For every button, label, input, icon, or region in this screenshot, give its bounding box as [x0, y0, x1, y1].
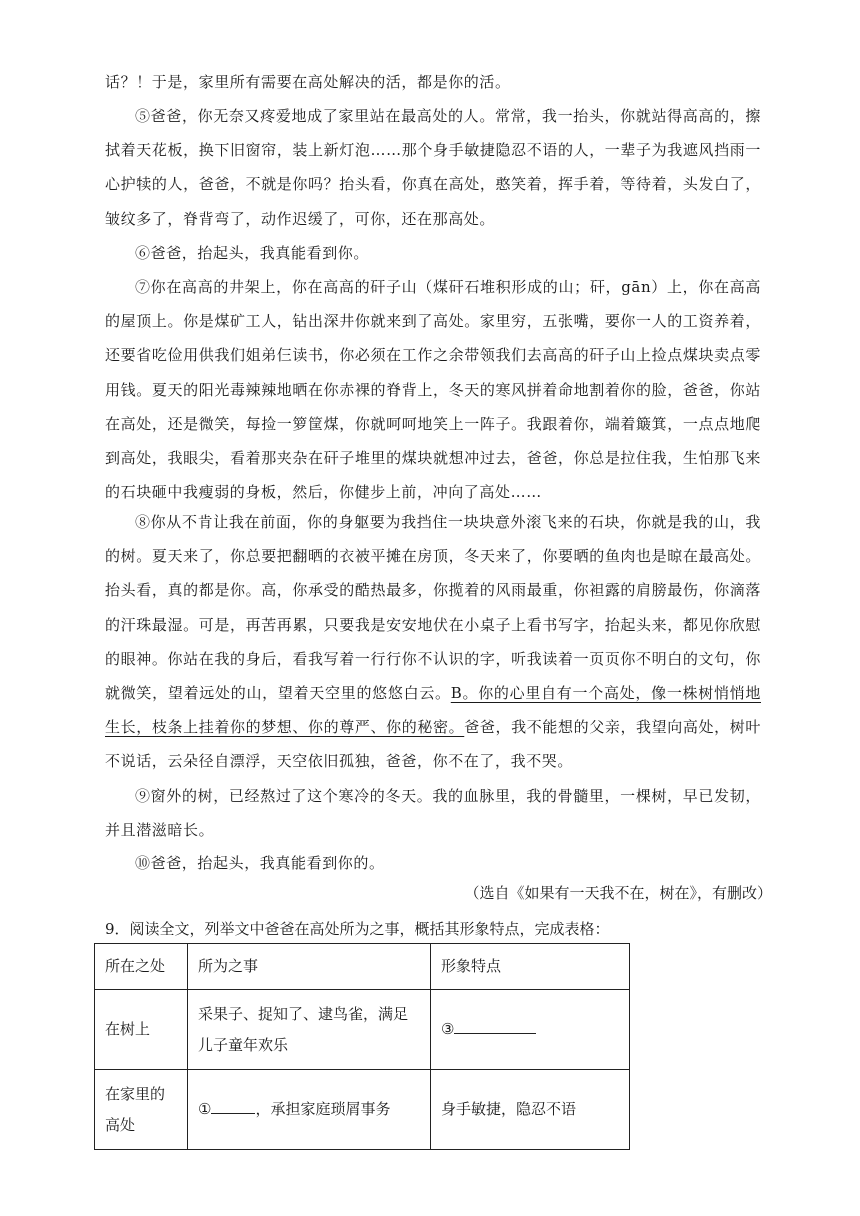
- paragraph-10: ⑩爸爸，抬起头，我真能看到你的。: [135, 854, 385, 872]
- blank-marker-1: ①: [198, 1100, 212, 1118]
- underlined-sentence-b: B。你的心里自有一个高处，像一株树悄悄地生长，枝条上挂着你的梦想、你的尊严、你的秘密。: [105, 684, 761, 737]
- header-location: 所在之处: [95, 944, 188, 990]
- table-header-row: [95, 944, 630, 990]
- cell-place: 在家里的高处: [95, 1070, 188, 1150]
- table-row: [95, 1070, 630, 1150]
- cell-deed-blank: [188, 1070, 431, 1150]
- paragraph-8-text: ⑧你从不肯让我在前面，你的身躯要为我挡住一块块意外滚飞来的石块，你就是我的山，我的树。夏天来了，你总要把翻晒的衣被平摊在房顶，冬天来了，你要晒的鱼肉也是晾在最高处。抬头看，真的都是你。高，你承受的酷热最多，你揽着的风雨最重，你袒露的肩膀最伤，你滴落的汗珠最湿。可是，再苦再累，只要我是安安地伏在小桌子上看书写字，抬起头来，都见你欣慰的眼神。你站在我的身后，看我写着一行行你不认识的字，听我读着一页页你不明白的文句，你就微笑，望着远处的山，望着天空里的悠悠白云。: [105, 513, 761, 703]
- answer-table: [94, 943, 630, 1150]
- cell-trait-blank: [431, 990, 630, 1070]
- blank-marker-3: ③: [441, 1020, 455, 1038]
- cell-deed: 采果子、捉知了、逮鸟雀，满足儿子童年欢乐: [188, 990, 431, 1070]
- question-9: 9．阅读全文，列举文中爸爸在高处所为之事，概括其形象特点，完成表格：: [105, 920, 610, 938]
- cell-deed-rest: ，承担家庭琐屑事务: [255, 1100, 391, 1118]
- paragraph-8: [105, 505, 761, 779]
- header-deeds: 所为之事: [188, 944, 431, 990]
- paragraph-5: ⑤爸爸，你无奈又疼爱地成了家里站在最高处的人。常常，我一抬头，你就站得高高的，擦拭着天花板，换下旧窗帘，装上新灯泡……那个身手敏捷隐忍不语的人，一辈子为我遮风挡雨一心护犊的人，爸爸，不就是你吗？抬头看，你真在高处，憨笑着，挥手着，等待着，头发白了，皱纹多了，脊背弯了，动作迟缓了，可你，还在那高处。: [105, 107, 761, 228]
- paragraph-6: ⑥爸爸，抬起头，我真能看到你。: [135, 244, 370, 262]
- paragraph-8-ending: 爸爸，我不能想的父亲，我望向高处，树叶不说话，云朵径自漂浮，天空依旧孤独，爸爸，你不在了，我不哭。: [105, 718, 761, 771]
- table-row: [95, 990, 630, 1070]
- source-citation: （选自《如果有一天我不在，树在》，有删改）: [464, 884, 772, 902]
- answer-blank-1[interactable]: [211, 1097, 255, 1114]
- paragraph-continuation: 话？！于是，家里所有需要在高处解决的活，都是你的活。: [105, 73, 511, 91]
- answer-blank-3[interactable]: [454, 1017, 536, 1034]
- paragraph-9: ⑨窗外的树，已经熬过了这个寒冷的冬天。我的血脉里，我的骨髓里，一棵树，早已发韧，并且潜滋暗长。: [105, 787, 761, 840]
- header-traits: 形象特点: [431, 944, 630, 990]
- cell-place: 在树上: [95, 990, 188, 1070]
- paragraph-7: ⑦你在高高的井架上，你在高高的矸子山（煤矸石堆积形成的山；矸，gān）上，你在高高的屋顶上。你是煤矿工人，钻出深井你就来到了高处。家里穷，五张嘴，要你一人的工资养着，还要省吃俭用供我们姐弟仨读书，你必须在工作之余带领我们去高高的矸子山上捡点煤块卖点零用钱。夏天的阳光毒辣辣地晒在你赤裸的脊背上，冬天的寒风拼着命地割着你的脸，爸爸，你站在高处，还是微笑，每捡一箩筐煤，你就呵呵地笑上一阵子。我跟着你，端着簸箕，一点点地爬到高处，我眼尖，看着那夹杂在矸子堆里的煤块就想冲过去，爸爸，你总是拉住我，生怕那飞来的石块砸中我瘦弱的身板，然后，你健步上前，冲向了高处……: [105, 278, 761, 502]
- cell-trait: 身手敏捷，隐忍不语: [431, 1070, 630, 1150]
